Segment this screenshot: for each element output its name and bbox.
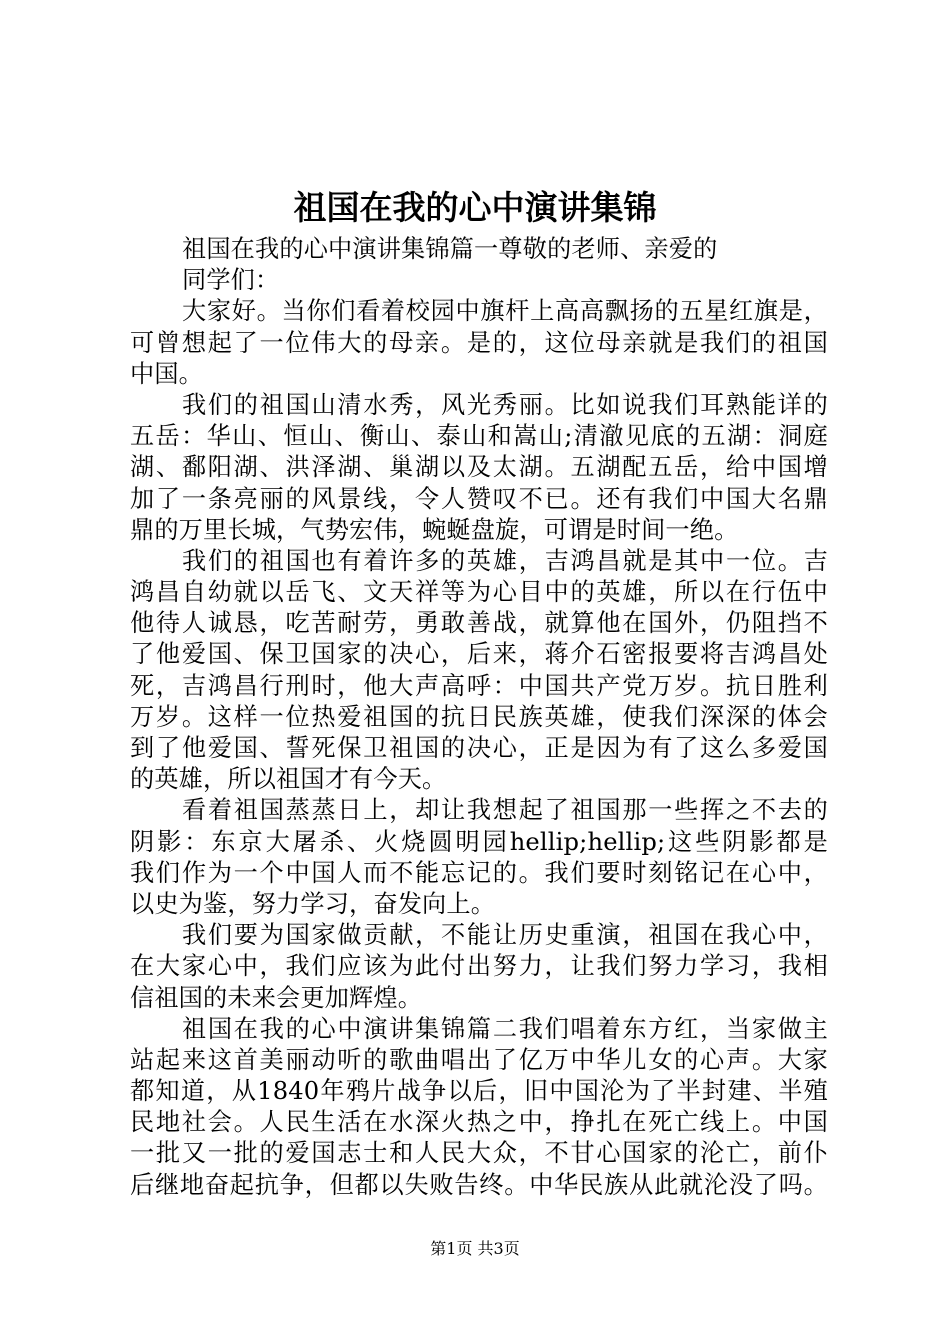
text-line: 大家好。当你们看着校园中旗杆上高高飘扬的五星红旗是，	[182, 297, 828, 326]
text-line: 万岁。这样一位热爱祖国的抗日民族英雄，使我们深深的体会	[130, 702, 828, 731]
text-line: 以史为鉴，努力学习，奋发向上。	[130, 889, 496, 918]
text-line: 加了一条亮丽的风景线，令人赞叹不已。还有我们中国大名鼎	[130, 484, 828, 513]
document-title: 祖国在我的心中演讲集锦	[293, 188, 657, 227]
text-line: 鼎的万里长城，气势宏伟，蜿蜒盘旋，可谓是时间一绝。	[130, 515, 739, 544]
text-line: 信祖国的未来会更加辉煌。	[130, 983, 423, 1012]
text-line: 五岳：华山、恒山、衡山、泰山和嵩山;清澈见底的五湖：洞庭	[130, 422, 828, 451]
text-line: 我们要为国家做贡献，不能让历史重演，祖国在我心中，	[182, 921, 828, 950]
text-line: 祖国在我的心中演讲集锦篇二我们唱着东方红，当家做主	[182, 1014, 828, 1043]
text-line: 死，吉鸿昌行刑时，他大声高呼：中国共产党万岁。抗日胜利	[130, 671, 828, 700]
text-line: 同学们：	[182, 266, 280, 295]
document-body	[130, 234, 828, 1201]
text-line: 了他爱国、保卫国家的决心，后来，蒋介石密报要将吉鸿昌处	[130, 640, 828, 669]
text-line: 都知道，从1840年鸦片战争以后，旧中国沦为了半封建、半殖	[130, 1077, 828, 1106]
text-line: 我们作为一个中国人而不能忘记的。我们要时刻铭记在心中，	[130, 858, 828, 887]
text-line: 一批又一批的爱国志士和人民大众，不甘心国家的沦亡，前仆	[130, 1139, 828, 1168]
text-line: 在大家心中，我们应该为此付出努力，让我们努力学习，我相	[130, 952, 828, 981]
text-line: 祖国在我的心中演讲集锦篇一尊敬的老师、亲爱的	[182, 235, 718, 263]
text-line: 湖、鄱阳湖、洪泽湖、巢湖以及太湖。五湖配五岳，给中国增	[130, 453, 828, 482]
text-line: 阴影：东京大屠杀、火烧圆明园hellip;hellip;这些阴影都是	[130, 827, 828, 856]
text-line: 看着祖国蒸蒸日上，却让我想起了祖国那一些挥之不去的	[182, 796, 828, 825]
text-line: 中国。	[130, 359, 204, 388]
text-line: 的英雄，所以祖国才有今天。	[130, 765, 447, 794]
text-line: 可曾想起了一位伟大的母亲。是的，这位母亲就是我们的祖国	[130, 328, 828, 357]
page-footer: 第1页 共3页	[430, 1239, 520, 1258]
text-line: 他待人诚恳，吃苦耐劳，勇敢善战，就算他在国外，仍阻挡不	[130, 609, 828, 638]
text-line: 我们的祖国山清水秀，风光秀丽。比如说我们耳熟能详的	[182, 390, 828, 419]
text-line: 鸿昌自幼就以岳飞、文天祥等为心目中的英雄，所以在行伍中	[130, 578, 828, 607]
text-line: 站起来这首美丽动听的歌曲唱出了亿万中华儿女的心声。大家	[130, 1045, 828, 1074]
text-line: 我们的祖国也有着许多的英雄，吉鸿昌就是其中一位。吉	[182, 546, 828, 575]
text-line: 后继地奋起抗争，但都以失败告终。中华民族从此就沦没了吗。	[130, 1170, 828, 1199]
text-line: 到了他爱国、誓死保卫祖国的决心，正是因为有了这么多爱国	[130, 734, 828, 762]
text-line: 民地社会。人民生活在水深火热之中，挣扎在死亡线上。中国	[130, 1108, 828, 1137]
